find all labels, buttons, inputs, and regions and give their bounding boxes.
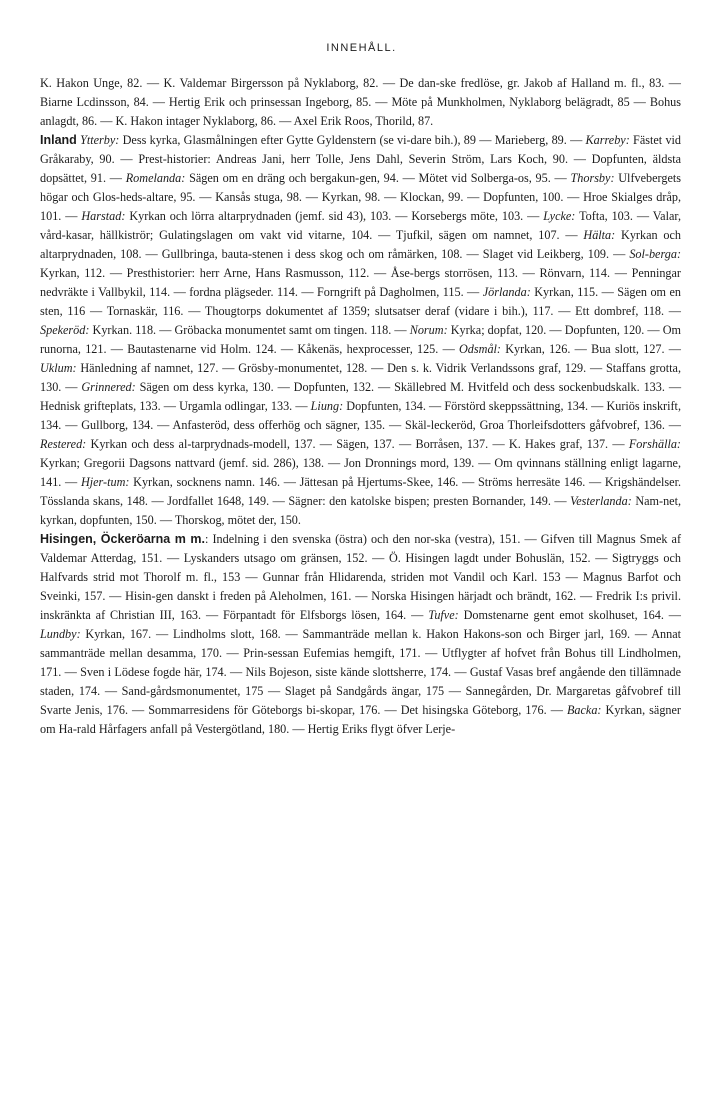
entry-text: : Indelning i den svenska (östra) och den nor-ska (vestra), 151. — Gifven till Magnus Smek af Valdemar Atterdag, 151. — Lyskanders utsago om gränsen, 152. — Ö. Hisingen lagdt under Bohuslän, 152. — Sigtryggs och Halfvards strid mot Thorolf m. fl., 153 — Gunnar från Hlidarenda, striden mot Vandil och Karl. 153 — Magnus Barfot och Sveinki, 157. — Hisin-gen danskt i freden på Aleholmen, 161. — Norska Hisingen härjadt och brändt, 162. — Fredrik I:s privil. inskränkta af Christian III, 163. — Förpantadt för Elfsborgs lösen, 164. — <box>40 532 682 622</box>
paragraph-bohuslan-history <box>40 74 681 131</box>
place-name: Ytterby: <box>80 133 120 147</box>
place-name: Lycke: <box>543 209 576 223</box>
place-name: Norum: <box>409 323 448 337</box>
place-name: Sol-berga: <box>629 247 681 261</box>
entry-text: Sägen om dess kyrka, 130. — Dopfunten, 132. — Skällebred M. Hvitfeld och dess sockenbudskalk. 133. — Hednisk grifteplats, 133. — Urgamla odlingar, 133. — <box>40 380 682 413</box>
paragraph-inland <box>40 131 681 530</box>
place-name: Backa: <box>566 703 602 717</box>
place-name: Grinnered: <box>81 380 136 394</box>
place-name: Vesterlanda: <box>570 494 632 508</box>
entry-text: Tofta, 103. — Valar, vård-kasar, hällkiströr; Gulatingslagen om vakt vid vitarne, 104. — Tjufkil, sägen om namnet, 107. — <box>40 209 682 242</box>
entry-text: Nam-net, kyrkan, dopfunten, 150. — Thorskog, mötet der, 150. <box>40 494 681 527</box>
running-head: INNEHÅLL. <box>326 42 397 54</box>
entry-text: Sägen om en dräng och bergakun-gen, 94. — Mötet vid Solberga-os, 95. — <box>185 171 571 185</box>
entry-text: Kyrkan och dess al-tarprydnads-modell, 137. — Sägen, 137. — Borråsen, 137. — K. Hakes graf, 137. — <box>86 437 629 451</box>
entry-text: Kyrkan, sägner om Ha-rald Hårfagers anfall på Vestergötland, 180. — Hertig Eriks flygt öfver Lerje- <box>40 703 681 736</box>
entry-text: K. Hakon Unge, 82. — K. Valdemar Birgersson på Nyklaborg, 82. — De dan-ske fredlöse, gr. Jakob af Halland m. fl., 83. — Biarne Lcdinsson, 84. — Hertig Erik och prinsessan Ingeborg, 85. — Möte på Munkholmen, Nyklaborg belägradt, 85 — Bohus anlagdt, 86. — K. Hakon intager Nyklaborg, 86. — Axel Erik Roos, Thorild, 87. <box>40 76 681 128</box>
place-name: Harstad: <box>81 209 126 223</box>
place-name: Lundby: <box>40 627 81 641</box>
section-heading: Hisingen, Öckeröarna m m. <box>40 532 205 546</box>
entry-text: Kyrkan, socknens namn. 146. — Jättesan på Hjertums-Skee, 146. — Ströms herresäte 146. — Krigshändelser. Tösslanda skans, 148. — Jordfallet 1648, 149. — Sägner: den katolske bispen; presten Bornander, 149. — <box>40 475 682 508</box>
place-name: Spekeröd: <box>40 323 90 337</box>
place-name: Odsmål: <box>459 342 501 356</box>
entry-text: Kyrkan, 112. — Presthistorier: herr Arne, Hans Rasmusson, 112. — Åse-bergs storrösen, 113. — Rönvarn, 114. — Penningar nedvräkte i Vallbykil, 114. — fordna plägseder. 114. — Forngrift på Dagholmen, 115. — <box>40 266 681 299</box>
place-name: Liung: <box>310 399 344 413</box>
place-name: Thorsby: <box>570 171 615 185</box>
place-name: Hjer-tum: <box>80 475 130 489</box>
place-name: Uklum: <box>40 361 77 375</box>
entry-text: Kyrkan och altarprydnaden, 108. — Gullbringa, bauta-stenen i dess skog och om råmärken, 108. — Slaget vid Leikberg, 109. — <box>40 228 681 261</box>
place-name: Karreby: <box>585 133 630 147</box>
place-name: Restered: <box>40 437 87 451</box>
entry-text: Fästet vid Gråkaraby, 90. — Prest-historier: Andreas Jani, herr Tolle, Jens Dahl, Severin Ström, Lars Koch, 90. — Dopfunten, äldsta dopsättet, 91. — <box>40 133 682 185</box>
section-heading: Inland <box>40 133 77 147</box>
entry-text: Kyrkan, 115. — Sägen om en sten, 116 — Tornaskär, 116. — Thougtorps dokumentet af 1359; slutsatser deraf (vidare i bih.), 117. — Ett dombref, 118. — <box>40 285 681 318</box>
entry-text: Dopfunten, 134. — Förstörd skeppssättning, 134. — Kuriös inskrift, 134. — Gullborg, 134. — Anfasteröd, dess offerhög och sägner, 135. — Skäl-leckeröd, Groa Thorleifsdotters gåfvobref, 136. — <box>40 399 681 432</box>
contents-text <box>40 74 681 739</box>
place-name: Tufve: <box>428 608 459 622</box>
entry-text: Ulfvebergets högar och Glos-heds-altare, 95. — Kansås stuga, 98. — Kyrkan, 98. — Klockan, 99. — Dopfunten, 100. — Hroe Skialges dråp, 101. — <box>40 171 681 223</box>
entry-text: Domstenarne gent emot skolhuset, 164. — <box>458 608 681 622</box>
place-name: Jörlanda: <box>482 285 531 299</box>
entry-text: Kyrkan; Gregorii Dagsons nattvard (jemf. sid. 286), 138. — Jon Dronnings mord, 139. — Om qvinnans ställning enligt lagarne, 141. — <box>40 456 681 489</box>
paragraph-hisingen <box>40 530 681 739</box>
entry-text: Dess kyrka, Glasmålningen efter Gytte Gyldenstern (se vi-dare bih.), 89 — Marieberg, 89. — <box>119 133 586 147</box>
place-name: Hälta: <box>583 228 616 242</box>
entry-text: Kyrkan. 118. — Gröbacka monumentet samt om tingen. 118. — <box>89 323 410 337</box>
place-name: Romelanda: <box>125 171 186 185</box>
entry-text: Hänledning af namnet, 127. — Grösby-monumentet, 128. — Den s. k. Vidrik Verlandssons graf, 129. — Staffans grotta, 130. — <box>40 361 681 394</box>
place-name: Forshälla: <box>628 437 681 451</box>
entry-text: Kyrka; dopfat, 120. — Dopfunten, 120. — Om runorna, 121. — Bautastenarne vid Holm. 124. — Kåkenäs, hexprocesser, 125. — <box>40 323 681 356</box>
entry-text: Kyrkan och lörra altarprydnaden (jemf. sid 43), 103. — Korsebergs möte, 103. — <box>125 209 544 223</box>
entry-text: Kyrkan, 126. — Bua slott, 127. — <box>500 342 681 356</box>
entry-text: Kyrkan, 167. — Lindholms slott, 168. — Sammanträde mellan k. Hakon Hakons-son och Birger jarl, 169. — Annat sammanträde mellan desamma, 170. — Prin-sessan Eufemias hemgift, 171. — Utflygter af hofvet från Bohus till Lindholmen, 171. — Sven i Lödese fogde här, 174. — Nils Bojeson, siste kände slottsherre, 174. — Gustaf Vasas bref angående den tillämnade staden, 174. — Sand-gårdsmonumentet, 175 — Slaget på Sandgårds ängar, 175 — Sannegården, Dr. Margaretas gåfvobref till Svarte Jenis, 176. — Sommarresidens för Göteborgs bi-skopar, 176. — Det hisingska Göteborg, 176. — <box>40 627 681 717</box>
